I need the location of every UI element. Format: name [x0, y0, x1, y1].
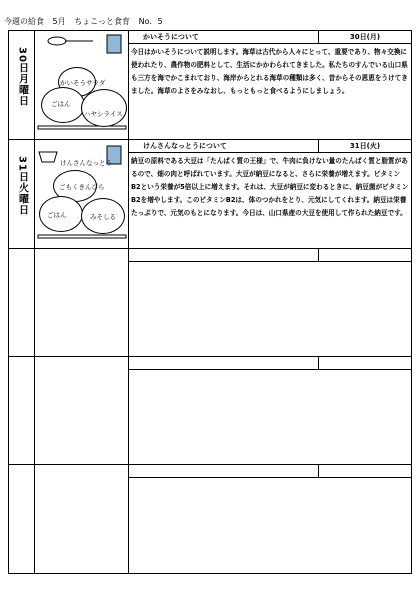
- topic-title: かいそうについて: [129, 31, 319, 43]
- food-label: かいそうサラダ: [60, 79, 106, 87]
- day-cell: [9, 140, 35, 249]
- picture-cell: [35, 140, 129, 249]
- topic-title: けんさんなっとうについて: [129, 140, 319, 152]
- date-label: 30日(月): [349, 33, 381, 41]
- meal-illustration: [35, 31, 129, 139]
- day-cell: [9, 31, 35, 140]
- text-cell: [129, 140, 412, 249]
- header-month: 5月: [52, 17, 66, 26]
- header-title: 今週の給食: [4, 17, 44, 26]
- food-label: ごはん: [51, 100, 71, 108]
- table-row: [9, 140, 412, 249]
- meal-illustration: [35, 140, 129, 248]
- food-label: けんさんなっとう: [60, 159, 112, 167]
- topic-body: 納豆の原料である大豆は「たんぱく質の王様」で、牛肉に負けない量のたんぱく質と脂質があるので、畑の肉と呼ばれています。大豆が納豆になると、さらに栄養が増えます。ビタミンB2という栄養が5倍以上に増えます。それは、大豆が納豆に変わるときに、納豆菌がビタミンB2を増やします。このビタミンB2は、体のつかれをとり、元気にしてくれます。納豆は栄養たっぷりで、元気のもとになります。今日は、山口県産の大豆を使用して作られた納豆です。: [131, 157, 409, 217]
- text-cell: [129, 31, 412, 140]
- plate: [81, 89, 127, 127]
- menu-table: [8, 30, 412, 574]
- date-label: 31日(火): [349, 142, 381, 150]
- header-series: ちょこっと食育: [74, 17, 131, 26]
- table-row: [9, 465, 412, 574]
- food-label: ごもくきんぴら: [59, 183, 105, 191]
- day-label: 30日月曜日: [16, 47, 28, 107]
- day-label: 31日火曜日: [16, 156, 28, 216]
- food-label: みそしる: [90, 213, 116, 221]
- topic-body: 今日はかいそうについて説明します。海草は古代から人々にとって、重要であり、物々交換に使われたり、農作物の肥料として、生活にかかわられてきました。私たちのすんでいる山口県も三方を海でかこまれており、海岸からとれる海草の種類は多く、昔からその恩恵をうけてきました。海草のよさをみなおし、もっともっと食べるようにしましょう。: [131, 48, 408, 95]
- picture-cell: [35, 31, 129, 140]
- page-header: [4, 16, 169, 27]
- food-label: ごはん: [47, 211, 67, 219]
- table-row: [9, 357, 412, 465]
- food-label: ハヤシライス: [84, 110, 123, 118]
- table-row: [9, 249, 412, 357]
- header-number: No．5: [138, 17, 163, 26]
- table-row: [9, 31, 412, 140]
